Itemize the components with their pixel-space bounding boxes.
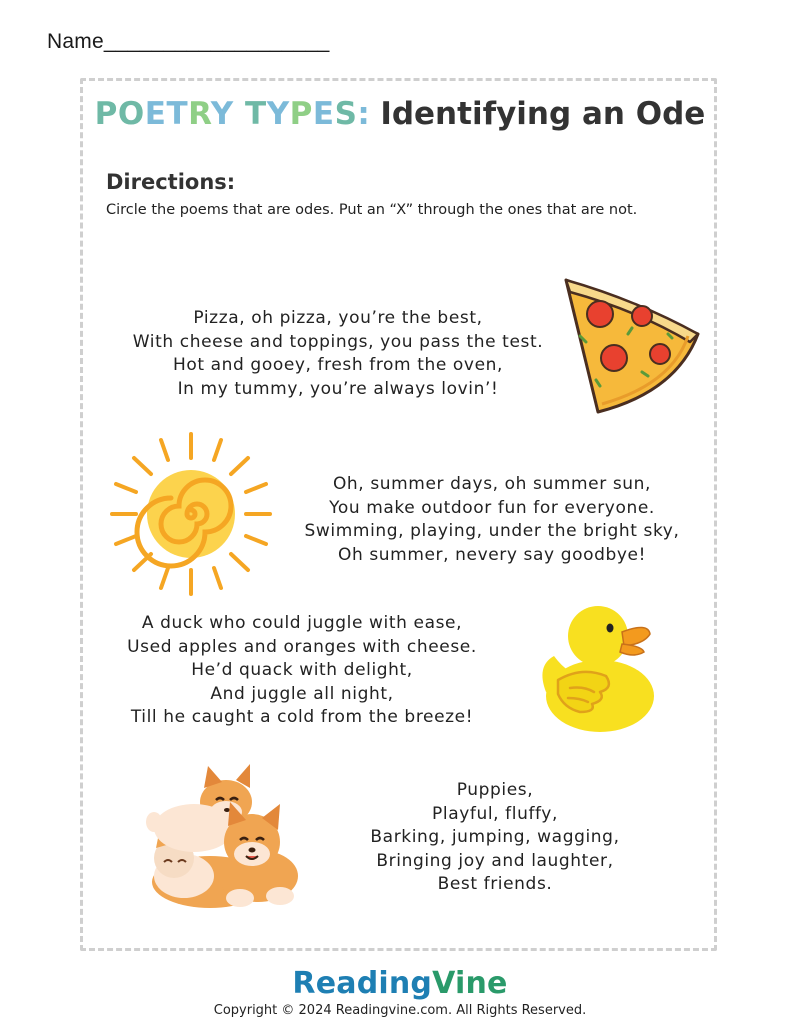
title-letter: O [117,96,145,132]
poem-pizza [108,307,568,401]
poem-line: You make outdoor fun for everyone. [329,497,655,518]
poem-line: And juggle all night, [210,683,394,704]
title-letter: S [334,96,358,132]
poem-puppies [330,779,660,897]
poem-line: A duck who could juggle with ease, [141,613,463,633]
title-letter: E [312,96,335,132]
title-letter: Y [210,96,234,132]
poem-line: In my tummy, you’re always lovin’! [177,378,499,399]
poem-line: Oh summer, nevery say goodbye! [337,544,647,565]
page-title [0,96,800,132]
pizza-slice-icon [556,272,706,420]
sun-icon [106,428,276,600]
poem-line: Swimming, playing, under the bright sky, [304,521,680,541]
poem-line: Best friends. [437,874,553,894]
poem-line: Oh, summer days, oh summer sun, [332,474,652,494]
title-letter: P [289,96,313,132]
directions-heading: Directions: [106,170,236,194]
logo-reading: Reading [292,966,433,1001]
logo-vine: Vine [432,966,508,1001]
title-letter: T [166,96,189,132]
poem-line: Used apples and oranges with cheese. [127,636,477,657]
title-letter: : [357,96,371,132]
copyright-notice: Copyright © 2024 Readingvine.com. All Rights Reserved. [213,1003,587,1018]
title-letter: R [188,96,211,132]
title-letter: T [245,96,267,132]
poem-line: Puppies, [456,780,534,800]
poem-line: Bringing joy and laughter, [376,850,614,871]
readingvine-logo [0,966,800,1001]
puppies-icon [140,758,310,918]
title-letter [234,96,245,132]
poem-duck [96,612,508,730]
rubber-duck-icon [530,596,660,736]
poem-line: Pizza, oh pizza, you’re the best, [193,308,483,328]
title-identifying-an-ode: Identifying an Ode [380,96,706,132]
poem-line: Playful, fluffy, [432,803,558,824]
name-field-line: Name___________________ [47,30,330,53]
title-letter: E [144,96,167,132]
poem-line: Barking, jumping, wagging, [370,827,620,847]
poem-summer [272,473,712,567]
poem-line: Hot and gooey, fresh from the oven, [172,355,504,375]
title-letter: Y [266,96,290,132]
title-letter: P [94,96,118,132]
directions-text: Circle the poems that are odes. Put an “X” through the ones that are not. [106,202,638,218]
poem-line: Till he caught a cold from the breeze! [130,707,474,727]
poem-line: With cheese and toppings, you pass the test. [132,331,544,352]
title-poetry-types [95,96,371,132]
poem-line: He’d quack with delight, [191,660,413,680]
